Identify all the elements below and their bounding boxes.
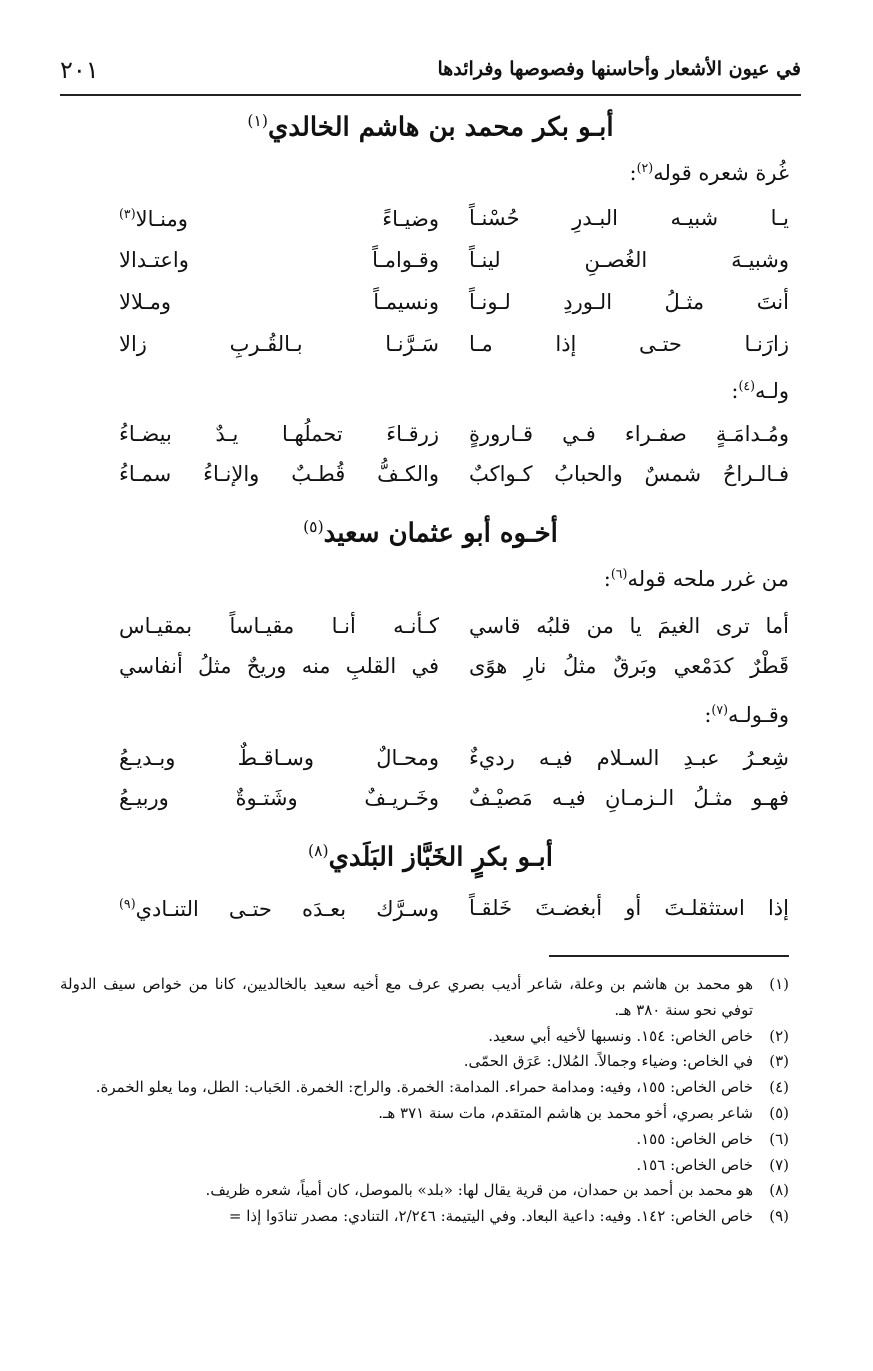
verse-line bbox=[89, 332, 789, 372]
footnote-number: (١) bbox=[769, 975, 789, 993]
verse-hemistich-second: زرقـاءَ تحملُهـا يـدٌ بيضـاءُ bbox=[119, 422, 439, 446]
footnote-number: (٥) bbox=[769, 1103, 789, 1122]
section-intro: من غرر ملحه قوله$^{(٦)}$: bbox=[603, 566, 789, 591]
footnote-number: (٩) bbox=[769, 1207, 789, 1226]
section-heading-khalidi: أبـو بكر محمد بن هاشم الخالدي$^{(١)}$ bbox=[247, 112, 614, 143]
verse-line bbox=[89, 290, 789, 330]
verse-line bbox=[89, 462, 789, 502]
section-heading-abu-uthman: أخـوه أبو عثمان سعيد$^{(٥)}$ bbox=[303, 518, 558, 549]
footnote-number: (٢) bbox=[769, 1026, 789, 1045]
verse-hemistich-second: سَـرَّنـا بـالقُـربِ زالا bbox=[119, 332, 439, 356]
verse-line bbox=[89, 746, 789, 786]
verse-hemistich-second: كـأنـه أنـا مقيـاساً بمقيـاس bbox=[119, 614, 439, 638]
footnote-text: خاص الخاص: ١٥٥، وفيه: ومدامة حمراء. المدامة: الخمرة. والراح: الخمرة. الحَباب: الطل، وما يعلو الخمرة. bbox=[95, 1078, 753, 1097]
footnote-ref: (٩) bbox=[119, 896, 136, 911]
verse-hemistich-first: فهـو مثـلُ الـزمـانِ فيـه مَصيْـفٌ bbox=[469, 786, 789, 810]
footnote-ref: (٦) bbox=[610, 566, 628, 581]
footnote-item bbox=[60, 1127, 789, 1153]
verse-line bbox=[89, 248, 789, 288]
verse-hemistich-first: إذا استثقلـتَ أو أبغضـتَ خَلقـاً bbox=[469, 896, 789, 920]
verse-hemistich-first: فـالـراحُ شمسٌ والحبابُ كـواكبٌ bbox=[469, 462, 789, 486]
verse-hemistich-second: والكـفُّ قُطـبٌ والإنـاءُ سمـاءُ bbox=[119, 462, 439, 486]
footnote-number: (٦) bbox=[769, 1129, 789, 1148]
verse-line bbox=[89, 896, 789, 936]
footnote-item bbox=[60, 1101, 789, 1127]
footnote-item bbox=[60, 1153, 789, 1179]
footnote-text: خاص الخاص: ١٥٦. bbox=[636, 1155, 753, 1174]
page-number: ٢٠١ bbox=[60, 56, 99, 84]
verse-hemistich-second: ونسيمـاً ومـلالا bbox=[119, 290, 439, 314]
running-title: في عيون الأشعار وأحاسنها وفصوصها وفرائدها bbox=[437, 58, 801, 80]
verse-hemistich-first: أما ترى الغيمَ يا من قلبُه قاسي bbox=[469, 614, 789, 638]
footnote-item bbox=[60, 1178, 789, 1204]
verse-hemistich-second: وخَـريـفٌ وشَتـوةٌ وربيـعُ bbox=[119, 786, 439, 810]
verse-line bbox=[89, 422, 789, 462]
verse-hemistich-second: وقـوامـاً واعتـدالا bbox=[119, 248, 439, 272]
footnote-text: خاص الخاص: ١٥٥. bbox=[636, 1129, 753, 1148]
footnote-ref: (٤) bbox=[738, 378, 756, 393]
footnote-text: خاص الخاص: ١٤٢. وفيه: داعية البعاد. وفي اليتيمة: ٢/٢٤٦، التنادي: مصدر تنادَوا إذا = bbox=[228, 1207, 753, 1226]
verse-hemistich-first: وشبيـهَ الغُصـنِ لينـاً bbox=[469, 248, 789, 272]
verse-hemistich-first: يـا شبيـه البـدرِ حُسْنـاً bbox=[469, 206, 789, 230]
verse-hemistich-first: قَطْرٌ كدَمْعي وبَرقٌ مثلُ نارِ هوًى bbox=[469, 654, 789, 678]
footnote-text: هو محمد بن أحمد بن حمدان، من قرية يقال لها: «بلد» بالموصل، كان أمياً، شعره ظريف. bbox=[205, 1181, 753, 1200]
verse-line bbox=[89, 206, 789, 246]
footnote-text: خاص الخاص: ١٥٤. ونسبها لأخيه أبي سعيد. bbox=[488, 1026, 753, 1045]
footnote-ref: (٣) bbox=[119, 206, 136, 221]
footnote-ref: (١) bbox=[247, 112, 268, 130]
footnote-item bbox=[60, 1049, 789, 1075]
verse-hemistich-first: أنتَ مثـلُ الـوردِ لـونـاً bbox=[469, 290, 789, 314]
verse-hemistich-first: ومُـدامَـةٍ صفـراء فـي قـارورةٍ bbox=[469, 422, 789, 446]
section-intro: ولـه$^{(٤)}$: bbox=[731, 378, 789, 403]
verse-hemistich-second: وسـرَّك بعـدَه حتـى التنـادي$^{(٩)}$ bbox=[119, 896, 439, 921]
footnote-ref: (٢) bbox=[636, 160, 654, 175]
footnote-text: هو محمد بن هاشم بن وعلة، شاعر أديب بصري عرف مع أخيه سعيد بالخالديين، كانا من خواص سيف الدولة توفي نحو سنة ٣٨٠ هـ. bbox=[60, 975, 753, 1019]
verse-line bbox=[89, 654, 789, 694]
footnote-item bbox=[60, 1204, 789, 1230]
section-intro: وقـولـه$^{(٧)}$: bbox=[704, 702, 789, 727]
section-intro: غُرة شعره قوله$^{(٢)}$: bbox=[629, 160, 789, 185]
section-heading-khabbaz: أبـو بكرٍ الخَبَّاز البَلَدي$^{(٨)}$ bbox=[307, 842, 554, 873]
footnote-number: (٤) bbox=[769, 1078, 789, 1097]
verse-line bbox=[89, 614, 789, 654]
verse-hemistich-first: زارَنـا حتـى إذا مـا bbox=[469, 332, 789, 356]
verse-hemistich-second: في القلبِ منه وريحٌ مثلُ أنفاسي bbox=[119, 654, 439, 678]
verse-line bbox=[89, 786, 789, 826]
verse-hemistich-second: ومحـالٌ وسـاقـطٌ وبـديـعُ bbox=[119, 746, 439, 770]
footnote-number: (٣) bbox=[769, 1052, 789, 1071]
footnote-item bbox=[60, 1075, 789, 1101]
footnote-separator bbox=[549, 955, 789, 957]
footnotes bbox=[60, 972, 789, 1230]
footnote-item bbox=[60, 972, 789, 1024]
footnote-text: في الخاص: وضياء وجمالاً. المُلال: عَرَق الحمّى. bbox=[463, 1052, 753, 1071]
footnote-item bbox=[60, 1024, 789, 1050]
footnote-number: (٨) bbox=[769, 1181, 789, 1200]
verse-hemistich-first: شِعـرُ عبـدِ السـلام فيـه رديءٌ bbox=[469, 746, 789, 770]
footnote-ref: (٨) bbox=[307, 842, 329, 860]
footnote-number: (٧) bbox=[769, 1155, 789, 1174]
running-head bbox=[60, 56, 801, 96]
footnote-text: شاعر بصري، أخو محمد بن هاشم المتقدم، مات سنة ٣٧١ هـ. bbox=[378, 1103, 753, 1122]
footnote-ref: (٧) bbox=[711, 702, 728, 717]
verse-hemistich-second: وضيـاءً ومنـالا$^{(٣)}$ bbox=[119, 206, 439, 231]
footnote-ref: (٥) bbox=[303, 518, 324, 536]
